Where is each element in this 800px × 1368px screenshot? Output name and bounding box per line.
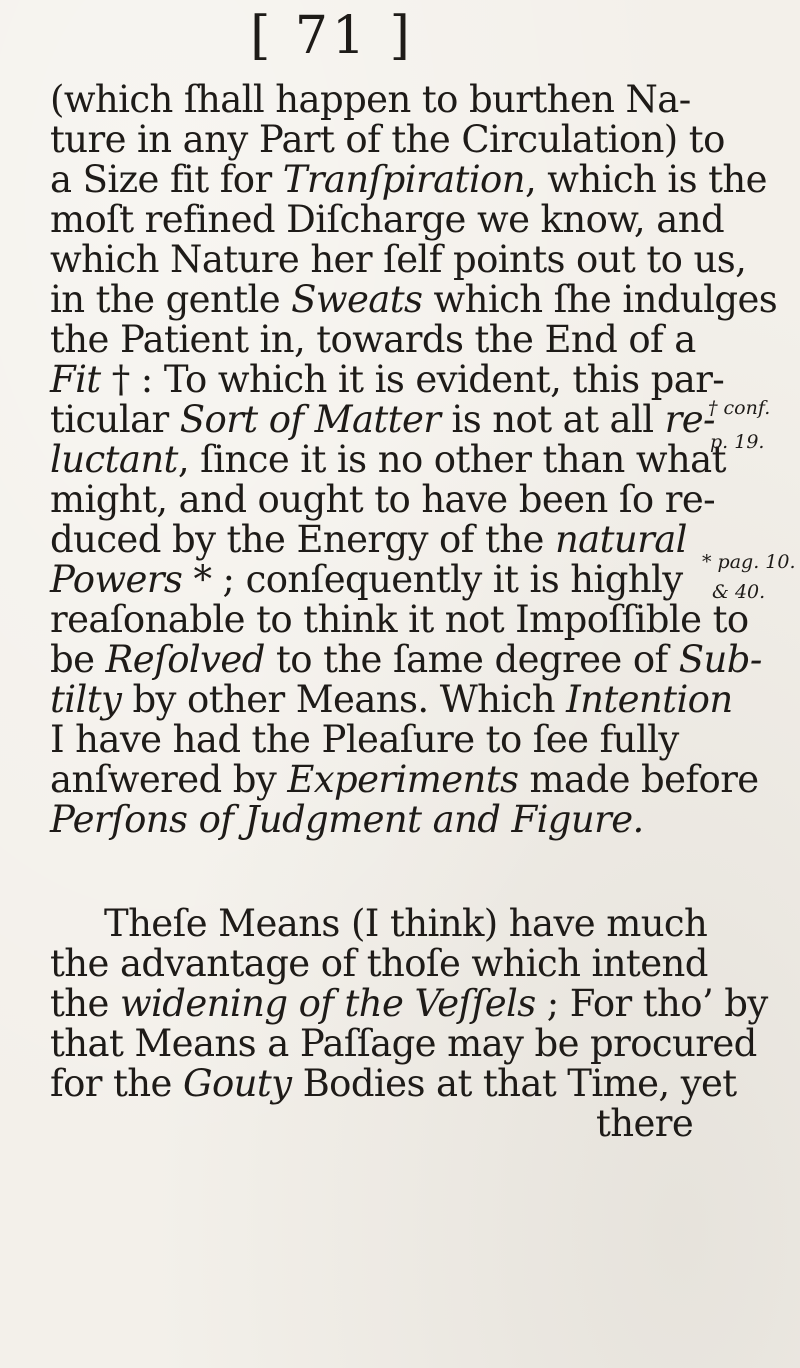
italic-run: Experiments — [287, 758, 519, 801]
text-run: the advantage of thoſe which intend — [50, 942, 708, 985]
text-line — [50, 198, 725, 241]
italic-run: luctant — [50, 438, 178, 481]
text-run: for the — [50, 1062, 183, 1105]
text-line — [50, 1022, 757, 1065]
text-line — [50, 438, 726, 481]
text-run: ture in any Part of the Circulation) to — [50, 118, 725, 161]
text-run: reaſonable to think it not Impoſſible to — [50, 598, 749, 641]
text-line — [50, 560, 690, 600]
italic-run: widening of the Veſſels — [119, 982, 536, 1025]
paragraph-2 — [50, 902, 768, 1105]
text-line — [50, 80, 690, 120]
text-run: the Patient in, towards the End of a — [50, 318, 696, 361]
text-run: * ; conſequently it is highly — [182, 558, 683, 601]
text-run: moſt refined Diſcharge we know, and — [50, 198, 725, 241]
text-run: Bodies at that Time, yet — [291, 1062, 737, 1105]
text-line — [50, 398, 715, 441]
text-run: a Size fit for — [50, 158, 283, 201]
text-line — [50, 720, 690, 760]
margin-note: † conf. — [708, 397, 771, 419]
text-run: to the ſame degree of — [264, 638, 679, 681]
text-line — [50, 678, 733, 721]
text-run: be — [50, 638, 106, 681]
italic-run: natural — [554, 518, 687, 561]
paragraph-gap — [50, 840, 690, 904]
text-run: which Nature her ſelf points out to us, — [50, 238, 747, 281]
text-line — [50, 318, 696, 361]
italic-run: Sort of Matter — [179, 398, 441, 441]
catchword: there — [596, 1102, 694, 1145]
italic-run: Powers — [50, 558, 183, 601]
text-line — [50, 638, 762, 681]
margin-note: * pag. 10. — [702, 551, 796, 573]
italic-run: Sweats — [291, 278, 423, 321]
text-line — [50, 278, 778, 321]
text-line — [50, 598, 749, 641]
italic-run: Perſons of Judgment and Figure. — [50, 798, 644, 841]
italic-run: Tranſpiration — [282, 158, 525, 201]
text-run: , which is the — [524, 158, 767, 201]
text-line — [50, 902, 708, 945]
text-line — [50, 478, 716, 521]
margin-note: & 40. — [712, 581, 766, 603]
text-run: by other Means. Which — [121, 678, 567, 721]
text-run: (which ſhall happen to burthen Na- — [50, 78, 691, 121]
text-run: anſwered by — [50, 758, 288, 801]
text-run: I have had the Pleaſure to ſee fully — [50, 718, 679, 761]
text-line — [50, 1062, 737, 1105]
text-run: made before — [518, 758, 759, 801]
text-line — [50, 158, 767, 201]
text-run: is not at all — [440, 398, 665, 441]
text-line — [50, 358, 725, 401]
text-run: ticular — [50, 398, 180, 441]
text-line — [50, 942, 708, 985]
text-run: that Means a Paſſage may be procured — [50, 1022, 757, 1065]
text-run: might, and ought to have been ſo re- — [50, 478, 716, 521]
text-line — [50, 118, 725, 161]
text-run: in the gentle — [50, 278, 292, 321]
text-line — [50, 982, 768, 1025]
text-run: † : To which it is evident, this par- — [100, 358, 725, 401]
text-run: duced by the Energy of the — [50, 518, 555, 561]
margin-note: p. 19. — [710, 431, 765, 453]
italic-run: Reſolved — [105, 638, 265, 681]
text-line — [50, 238, 747, 281]
italic-run: Fit — [50, 358, 101, 401]
italic-run: re- — [664, 398, 715, 441]
italic-run: Intention — [566, 678, 733, 721]
text-run: the — [50, 982, 120, 1025]
italic-run: tilty — [50, 678, 122, 721]
text-run: Theſe Means (I think) have much — [104, 902, 708, 945]
text-run: , ſince it is no other than what — [177, 438, 726, 481]
text-line — [50, 758, 759, 801]
page-number: [ 71 ] — [250, 6, 414, 66]
text-run: ; For tho’ by — [535, 982, 768, 1025]
italic-run: Sub- — [678, 638, 762, 681]
italic-run: Gouty — [182, 1062, 292, 1105]
text-line — [50, 800, 690, 840]
text-run: which ſhe indulges — [422, 278, 778, 321]
text-line — [50, 520, 690, 560]
